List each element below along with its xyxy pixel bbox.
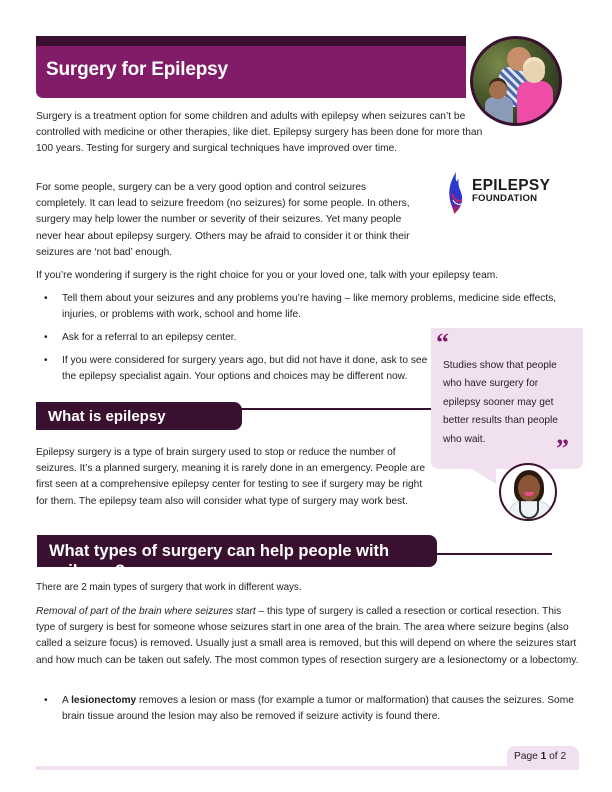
resection-types-list: [36, 693, 586, 732]
lesionectomy-term: lesionectomy: [71, 695, 137, 706]
photo-woman-head: [523, 61, 545, 83]
bullet-icon: •: [44, 355, 48, 366]
flame-icon: [446, 170, 466, 216]
photo-boy-body: [485, 97, 513, 126]
resection-lead: Removal of part of the brain where seizures start: [36, 606, 256, 617]
epilepsy-foundation-logo: [446, 170, 566, 216]
section2-intro: There are 2 main types of surgery that work in different ways.: [36, 582, 302, 593]
logo-word-epilepsy: EPILEPSY: [472, 177, 551, 194]
page-total: 2: [560, 751, 567, 762]
page-mid: of: [546, 751, 561, 762]
quote-text: Studies show that people who have surgery for epilepsy sooner may get better results than people who wait.: [443, 360, 558, 445]
intro-paragraph-1: Surgery is a treatment option for some children and adults with epilepsy when seizures can’t be controlled with medicine or other therapies, like diet. Epilepsy surgery has been done for more than 100 years. Testing for surgery and surgical techniques have improved over time.: [36, 111, 483, 155]
page-title: Surgery for Epilepsy: [46, 59, 228, 80]
bullet-text: Tell them about your seizures and any problems you’re having – like memory problems, medicine side effects, injuries, or problems with work, school and home life.: [62, 293, 557, 320]
photo-boy-head: [489, 81, 507, 99]
resection-paragraph: [36, 604, 581, 669]
bullet-icon: •: [44, 695, 48, 706]
intro-paragraph-3: If you’re wondering if surgery is the right choice for you or your loved one, talk with your epilepsy team.: [36, 270, 499, 281]
lesion-prefix: A: [62, 695, 72, 706]
resection-body: – this type of surgery is called a resection or cortical resection. This type of surgery is best for someone whose seizures start in one area of the brain. The area where seizure begins (also called a seizure focus) is removed. Usually just a small area is removed, but this will depend on where the seizures start and how much can be taken out safely. The most common types of resection surgery are a lesionectomy or a lobectomy.: [36, 606, 579, 666]
close-quote-icon: ”: [556, 434, 569, 463]
open-quote-icon: “: [436, 328, 449, 357]
title-bar-top-stripe: [36, 36, 466, 46]
bullet-item: [36, 291, 586, 323]
section1-body: Epilepsy surgery is a type of brain surgery used to stop or reduce the number of seizures. It’s a planned surgery, meaning it is rarely done in an emergency. People are first seen at a comprehensive epilepsy center for testing to see if surgery may be right for them. The epilepsy team also will consider what type of surgery may work best.: [36, 447, 426, 507]
bullet-text: If you were considered for surgery years ago, but did not have it done, ask to see the epilepsy specialist again. Your options and choices may be different now.: [62, 355, 428, 382]
bullet-item: [36, 353, 436, 385]
footer-line: [36, 766, 579, 770]
bullet-icon: •: [44, 332, 48, 343]
bullet-icon: •: [44, 293, 48, 304]
page-indicator: [514, 750, 566, 764]
photo-woman-body: [517, 81, 553, 126]
intro-paragraph-2: For some people, surgery can be a very good option and control seizures completely. It can lead to seizure freedom (no seizures) for some people. In others, surgery may help lower the number or severity of their seizures. Yet many people never hear about epilepsy surgery. Others may be afraid to consider it or think their seizures are ‘not bad’ enough.: [36, 182, 410, 258]
quote-callout-tail: [470, 468, 496, 484]
bullet-text: Ask for a referral to an epilepsy center.: [62, 332, 237, 343]
photo-doctor-face: [518, 475, 540, 501]
section-heading-types: What types of surgery can help people with epilepsy?: [37, 535, 437, 567]
logo-word-foundation: FOUNDATION: [472, 193, 538, 204]
section-heading-what-is: What is epilepsy surgery?: [36, 402, 242, 430]
bullet-item: [36, 330, 416, 346]
lesion-body: removes a lesion or mass (for example a tumor or malformation) that causes the seizures. Some brain tissue around the lesion may also be removed if seizure activity is found there.: [62, 695, 574, 722]
page-current: 1: [540, 751, 547, 762]
bullet-item: [36, 693, 586, 725]
page-prefix: Page: [514, 751, 541, 762]
doctor-photo: [499, 463, 557, 521]
section-divider-line: [240, 408, 431, 410]
